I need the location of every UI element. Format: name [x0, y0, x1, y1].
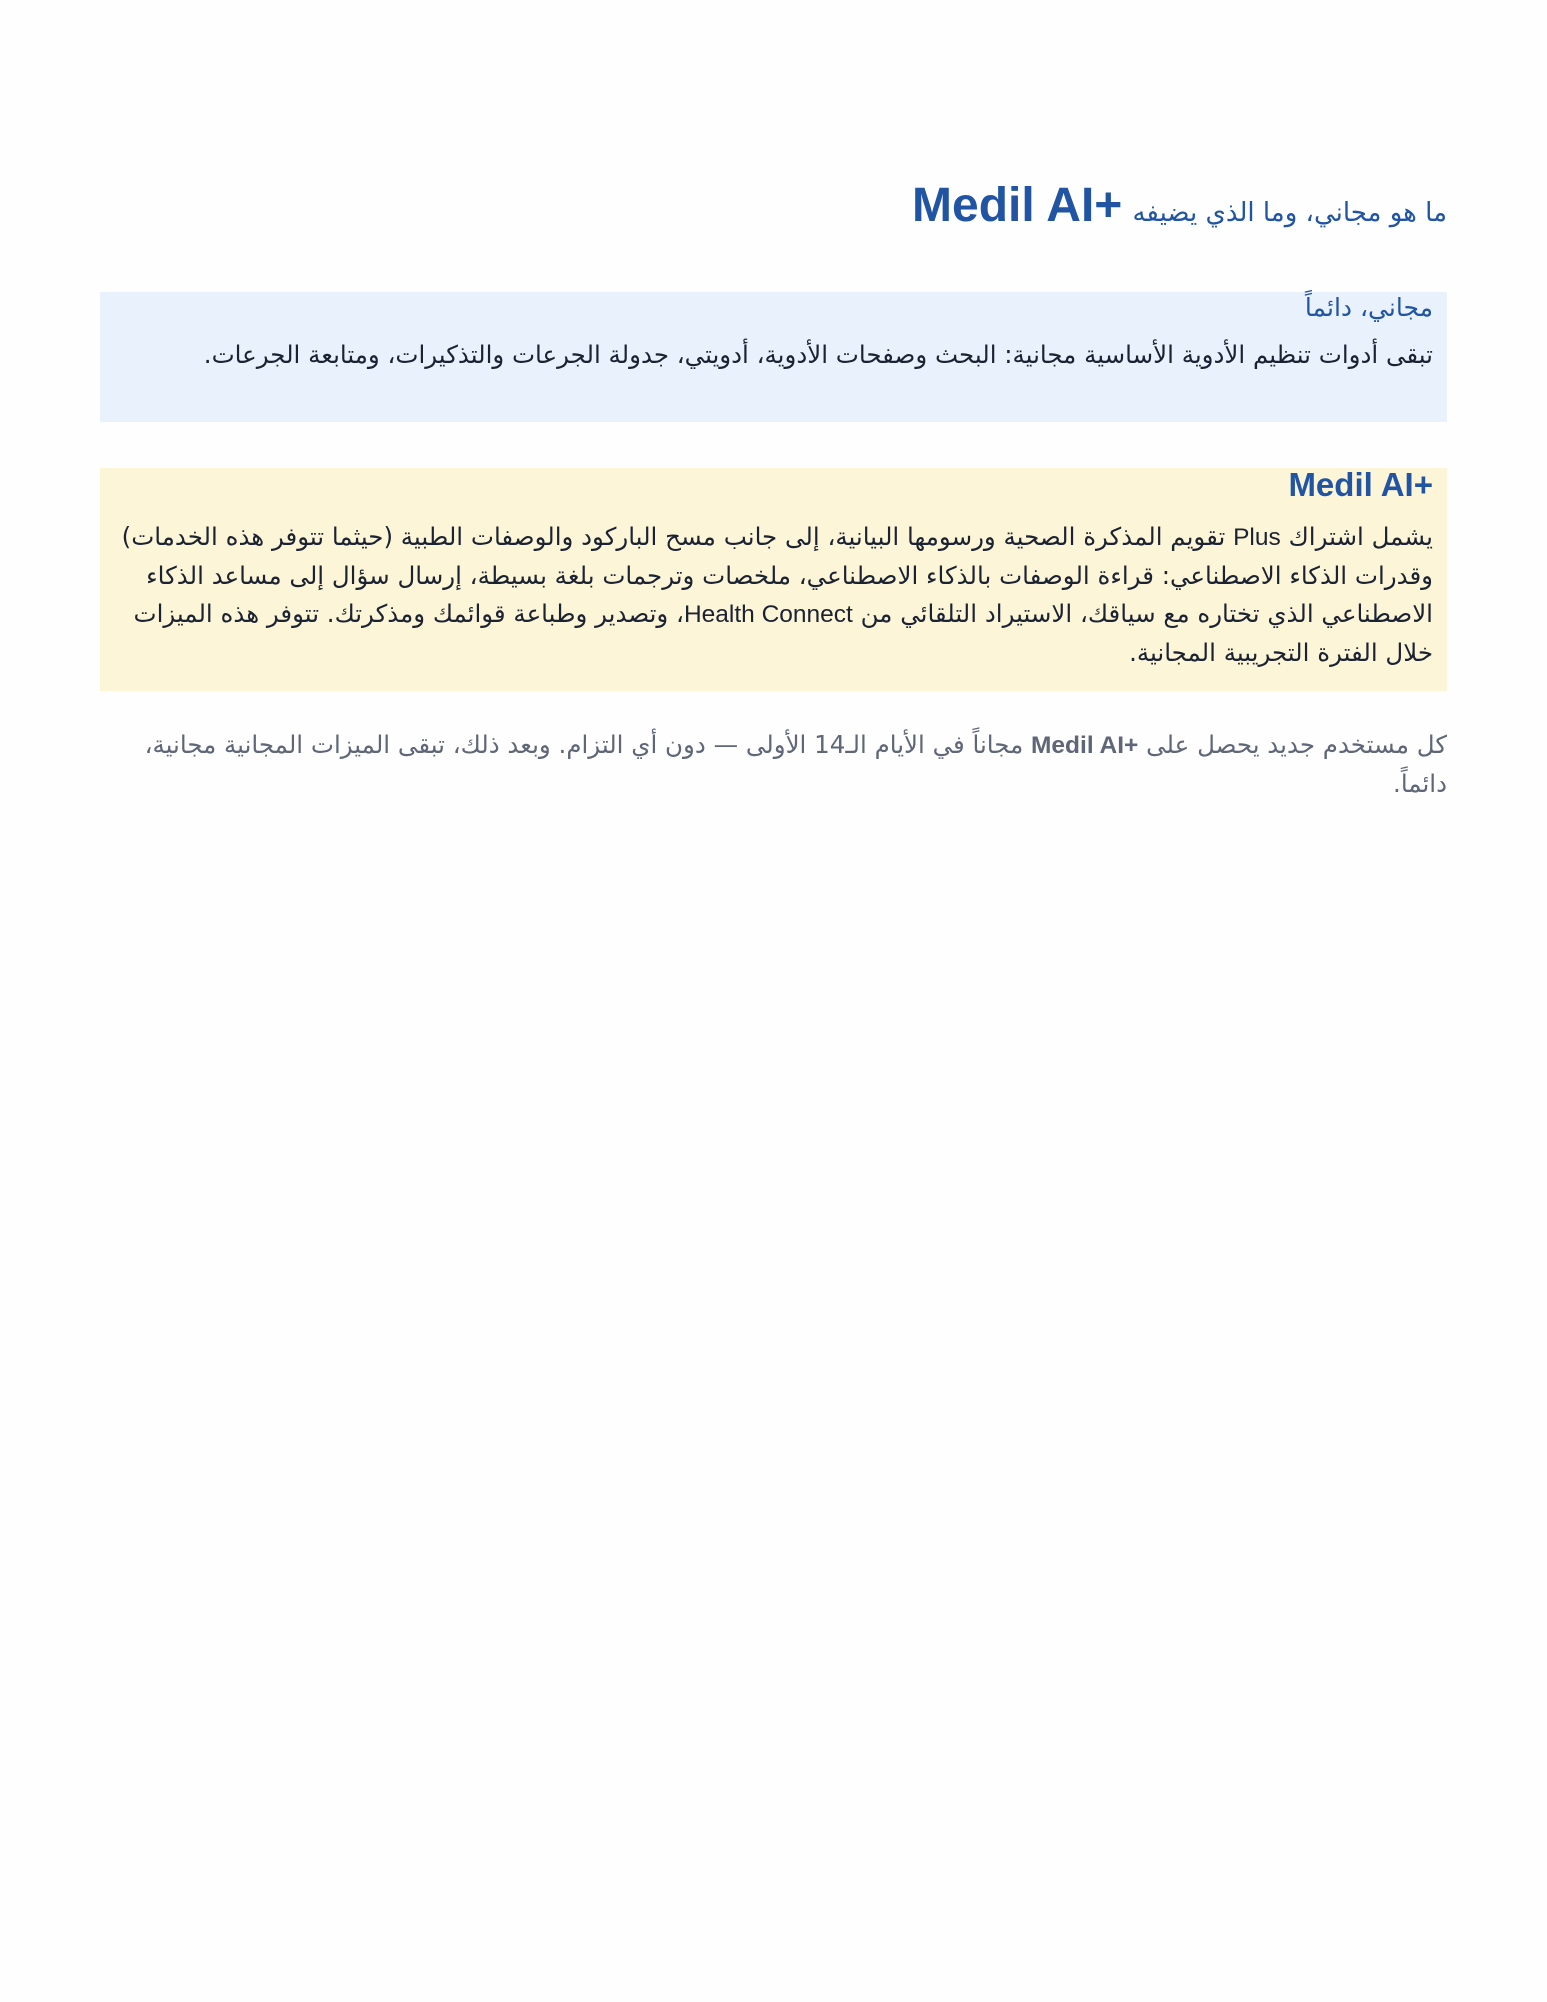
trial-note-part2: مجاناً في الأيام الـ14 الأولى — دون أي التزام. وبعد ذلك، تبقى الميزات المجانية مجانية، دائماً. [144, 730, 1447, 798]
plus-text-part3: ، وتصدير وطباعة قوائمك ومذكرتك. تتوفر هذه الميزات خلال الفترة التجريبية المجانية. [133, 599, 1433, 667]
trial-note-brand: Medil AI+ [1031, 732, 1139, 759]
plus-features-card [100, 468, 1447, 691]
health-connect-name: Health Connect [683, 601, 853, 628]
free-features-card [100, 292, 1447, 422]
page-title-lead: ما هو مجاني، وما الذي يضيفه [1132, 198, 1447, 228]
trial-note-part1: كل مستخدم جديد يحصل على [1146, 730, 1447, 759]
plus-features-text [114, 518, 1433, 672]
plus-text-part2: تقويم المذكرة الصحية ورسومها البيانية، إلى جانب مسح الباركود والوصفات الطبية (حيثما تتوفر هذه الخدمات) وقدرات الذكاء الاصطناعي: قراءة الوصفات بالذكاء الاصطناعي، ملخصات وترجمات بلغة بسيطة، إرسال سؤال إلى مساعد الذكاء الاصطناعي الذي تختاره مع سياقك، الاستيراد التلقائي من [121, 522, 1433, 628]
plus-features-heading: Medil AI+ [1288, 466, 1433, 503]
free-features-heading: مجاني، دائماً [1304, 293, 1433, 322]
trial-note [100, 726, 1447, 803]
plus-text-part1: يشمل اشتراك [1288, 522, 1433, 551]
page-title [100, 176, 1447, 243]
plus-word: Plus [1233, 524, 1281, 551]
free-features-text: تبقى أدوات تنظيم الأدوية الأساسية مجانية: البحث وصفحات الأدوية، أدويتي، جدولة الجرعات والتذكيرات، ومتابعة الجرعات. [203, 340, 1433, 369]
page-title-brand: Medil AI+ [912, 179, 1123, 232]
